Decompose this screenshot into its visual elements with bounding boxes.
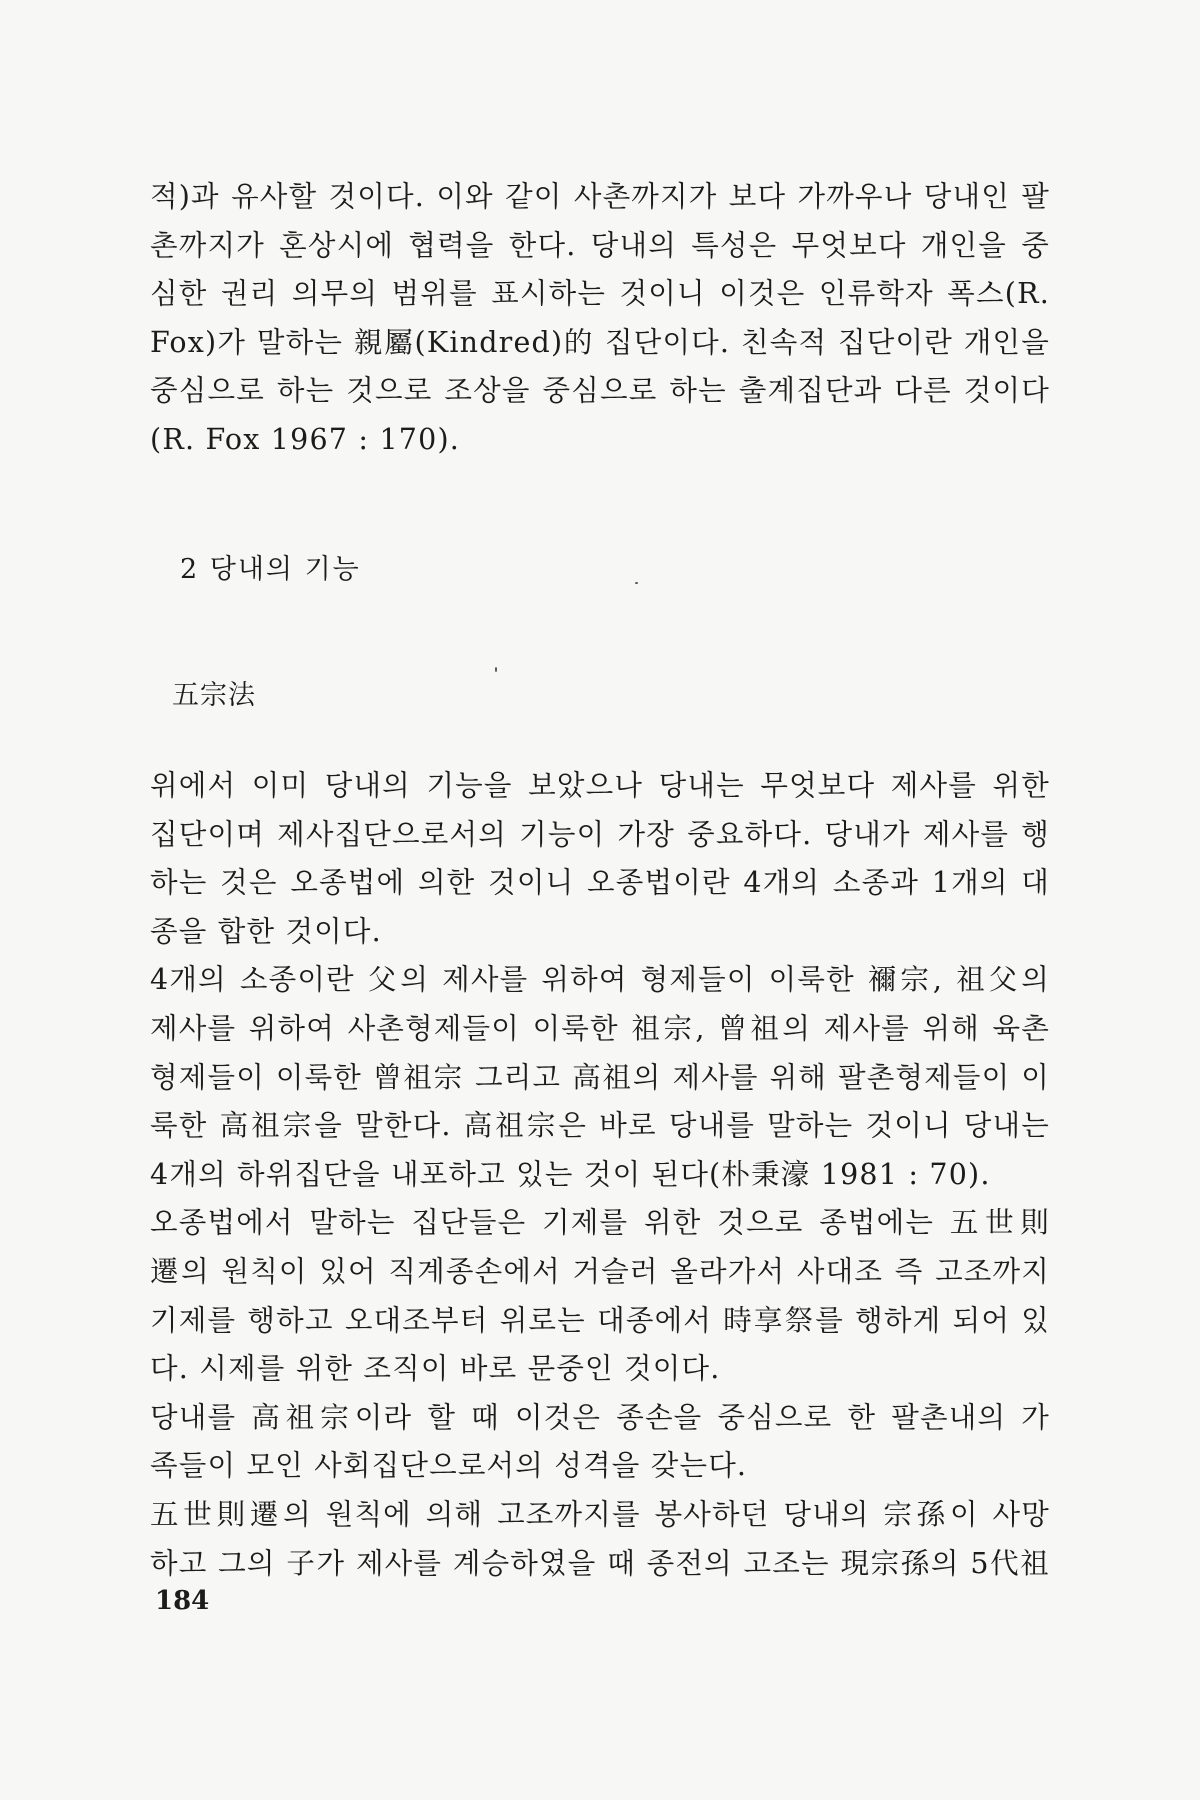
text-line: 다. 시제를 위한 조직이 바로 문중인 것이다. (150, 1352, 721, 1386)
text-line: 위에서 이미 당내의 기능을 보았으나 당내는 무엇보다 제사를 위한 (150, 769, 1050, 802)
text-line: 촌까지가 혼상시에 협력을 한다. 당내의 특성은 무엇보다 개인을 중 (150, 228, 1050, 262)
text-line: 족들이 모인 사회집단으로서의 성격을 갖는다. (150, 1449, 748, 1483)
text-line: 적)과 유사할 것이다. 이와 같이 사촌까지가 보다 가까우나 당내인 팔 (150, 180, 1050, 213)
text-line: Fox)가 말하는 親屬(Kindred)的 집단이다. 친속적 집단이란 개인을 (150, 325, 1050, 359)
text-line: 룩한 高祖宗을 말한다. 高祖宗은 바로 당내를 말하는 것이니 당내는 (150, 1109, 1050, 1143)
text-line: 중심으로 하는 것으로 조상을 중심으로 하는 출계집단과 다른 것이다 (150, 374, 1050, 408)
text-line: 遷의 원칙이 있어 직계종손에서 거슬러 올라가서 사대조 즉 고조까지 (150, 1254, 1050, 1288)
page-number: 184 (155, 1586, 210, 1616)
subheading: 五宗法 (172, 680, 256, 711)
text-line: (R. Fox 1967 : 170). (150, 422, 461, 456)
text-line: 기제를 행하고 오대조부터 위로는 대종에서 時享祭를 행하게 되어 있 (150, 1303, 1050, 1337)
text-line: 당내를 高祖宗이라 할 때 이것은 종손을 중심으로 한 팔촌내의 가 (150, 1400, 1050, 1434)
text-line: 제사를 위하여 사촌형제들이 이룩한 祖宗, 曾祖의 제사를 위해 육촌 (150, 1011, 1050, 1045)
text-line: 형제들이 이룩한 曾祖宗 그리고 高祖의 제사를 위해 팔촌형제들이 이 (150, 1060, 1050, 1094)
text-line: 오종법에서 말하는 집단들은 기제를 위한 것으로 종법에는 五世則 (150, 1206, 1050, 1240)
speck (635, 582, 638, 584)
intro-paragraph (150, 173, 1050, 465)
text-line: 집단이며 제사집단으로서의 기능이 가장 중요하다. 당내가 제사를 행 (150, 817, 1050, 851)
text-line: 하는 것은 오종법에 의한 것이니 오종법이란 4개의 소종과 1개의 대 (150, 866, 1050, 900)
text-line: 종을 합한 것이다. (150, 914, 382, 948)
body-text (150, 762, 1050, 1588)
text-line: 五世則遷의 원칙에 의해 고조까지를 봉사하던 당내의 宗孫이 사망 (150, 1497, 1050, 1531)
section-heading: 2 당내의 기능 (180, 554, 361, 585)
text-line: 4개의 소종이란 父의 제사를 위하여 형제들이 이룩한 禰宗, 祖父의 (150, 963, 1050, 997)
text-line: 4개의 하위집단을 내포하고 있는 것이 된다(朴秉濠 1981 : 70). (150, 1157, 991, 1191)
text-line: 심한 권리 의무의 범위를 표시하는 것이니 이것은 인류학자 폭스(R. (150, 277, 1050, 311)
text-line: 하고 그의 子가 제사를 계승하였을 때 종전의 고조는 現宗孫의 5代祖 (150, 1546, 1050, 1580)
speck (495, 667, 497, 672)
